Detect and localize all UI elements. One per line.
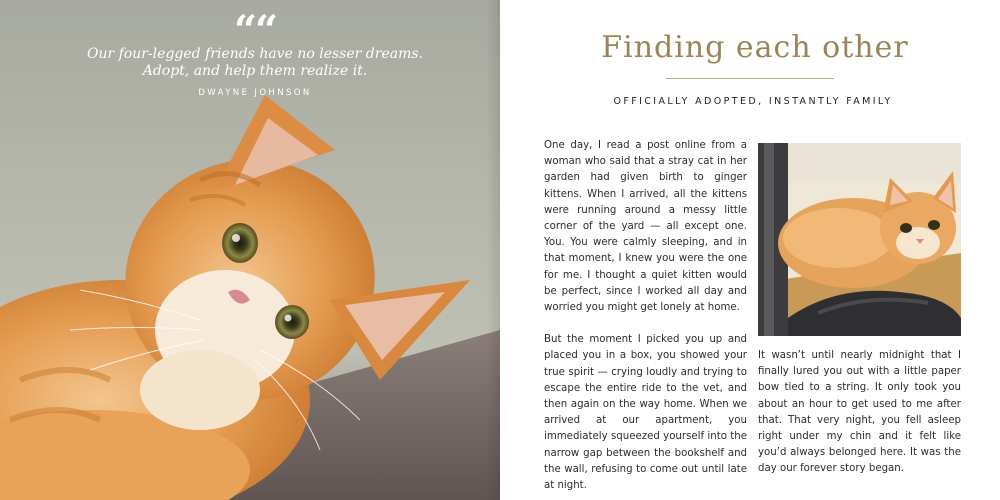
page-subtitle: OFFICIALLY ADOPTED, INSTANTLY FAMILY bbox=[613, 96, 893, 107]
paragraph-1: One day, I read a post online from a woman who said that a stray cat in her garden had given birth to ginger kittens. When I arrived, all the kittens were running around a messy little corner of the yard — all except one. You. You were calmly sleeping, and in that moment, I knew you were the one for me. I thought a quiet kitten would be perfect, since I worked all day and worried you might get lonely at home. bbox=[544, 140, 747, 314]
kitten-inset-image bbox=[758, 143, 961, 336]
quote-author: DWAYNE JOHNSON bbox=[198, 88, 312, 98]
quote-mark-icon: ““ bbox=[233, 7, 276, 54]
page-title: Finding each other bbox=[601, 30, 909, 65]
right-page bbox=[500, 0, 1000, 500]
title-divider bbox=[666, 78, 834, 79]
quote-block bbox=[0, 7, 500, 98]
text-column-left bbox=[544, 138, 747, 494]
paragraph-3: It wasn’t until nearly midnight that I finally lured you out with a little paper bow tied to a string. It only took you about an hour to get used to me after that. That very night, you fell asleep right under my chin and it felt like you’d always belonged here. It was the day our forever story began. bbox=[758, 350, 961, 475]
quote-line-2: Adopt, and help them realize it. bbox=[142, 63, 368, 79]
kitten-inset-photo bbox=[758, 143, 961, 336]
text-column-right bbox=[758, 348, 961, 478]
quote-line-1: Our four-legged friends have no lesser dreams. bbox=[87, 46, 423, 62]
paragraph-2: But the moment I picked you up and placed you in a box, you showed your true spirit — crying loudly and trying to escape the entire ride to the vet, and then again on the way home. When we arrived at our apartment, you immediately squeezed yourself into the narrow gap between the bookshelf and the wall, refusing to come out until late at night. bbox=[544, 334, 747, 492]
